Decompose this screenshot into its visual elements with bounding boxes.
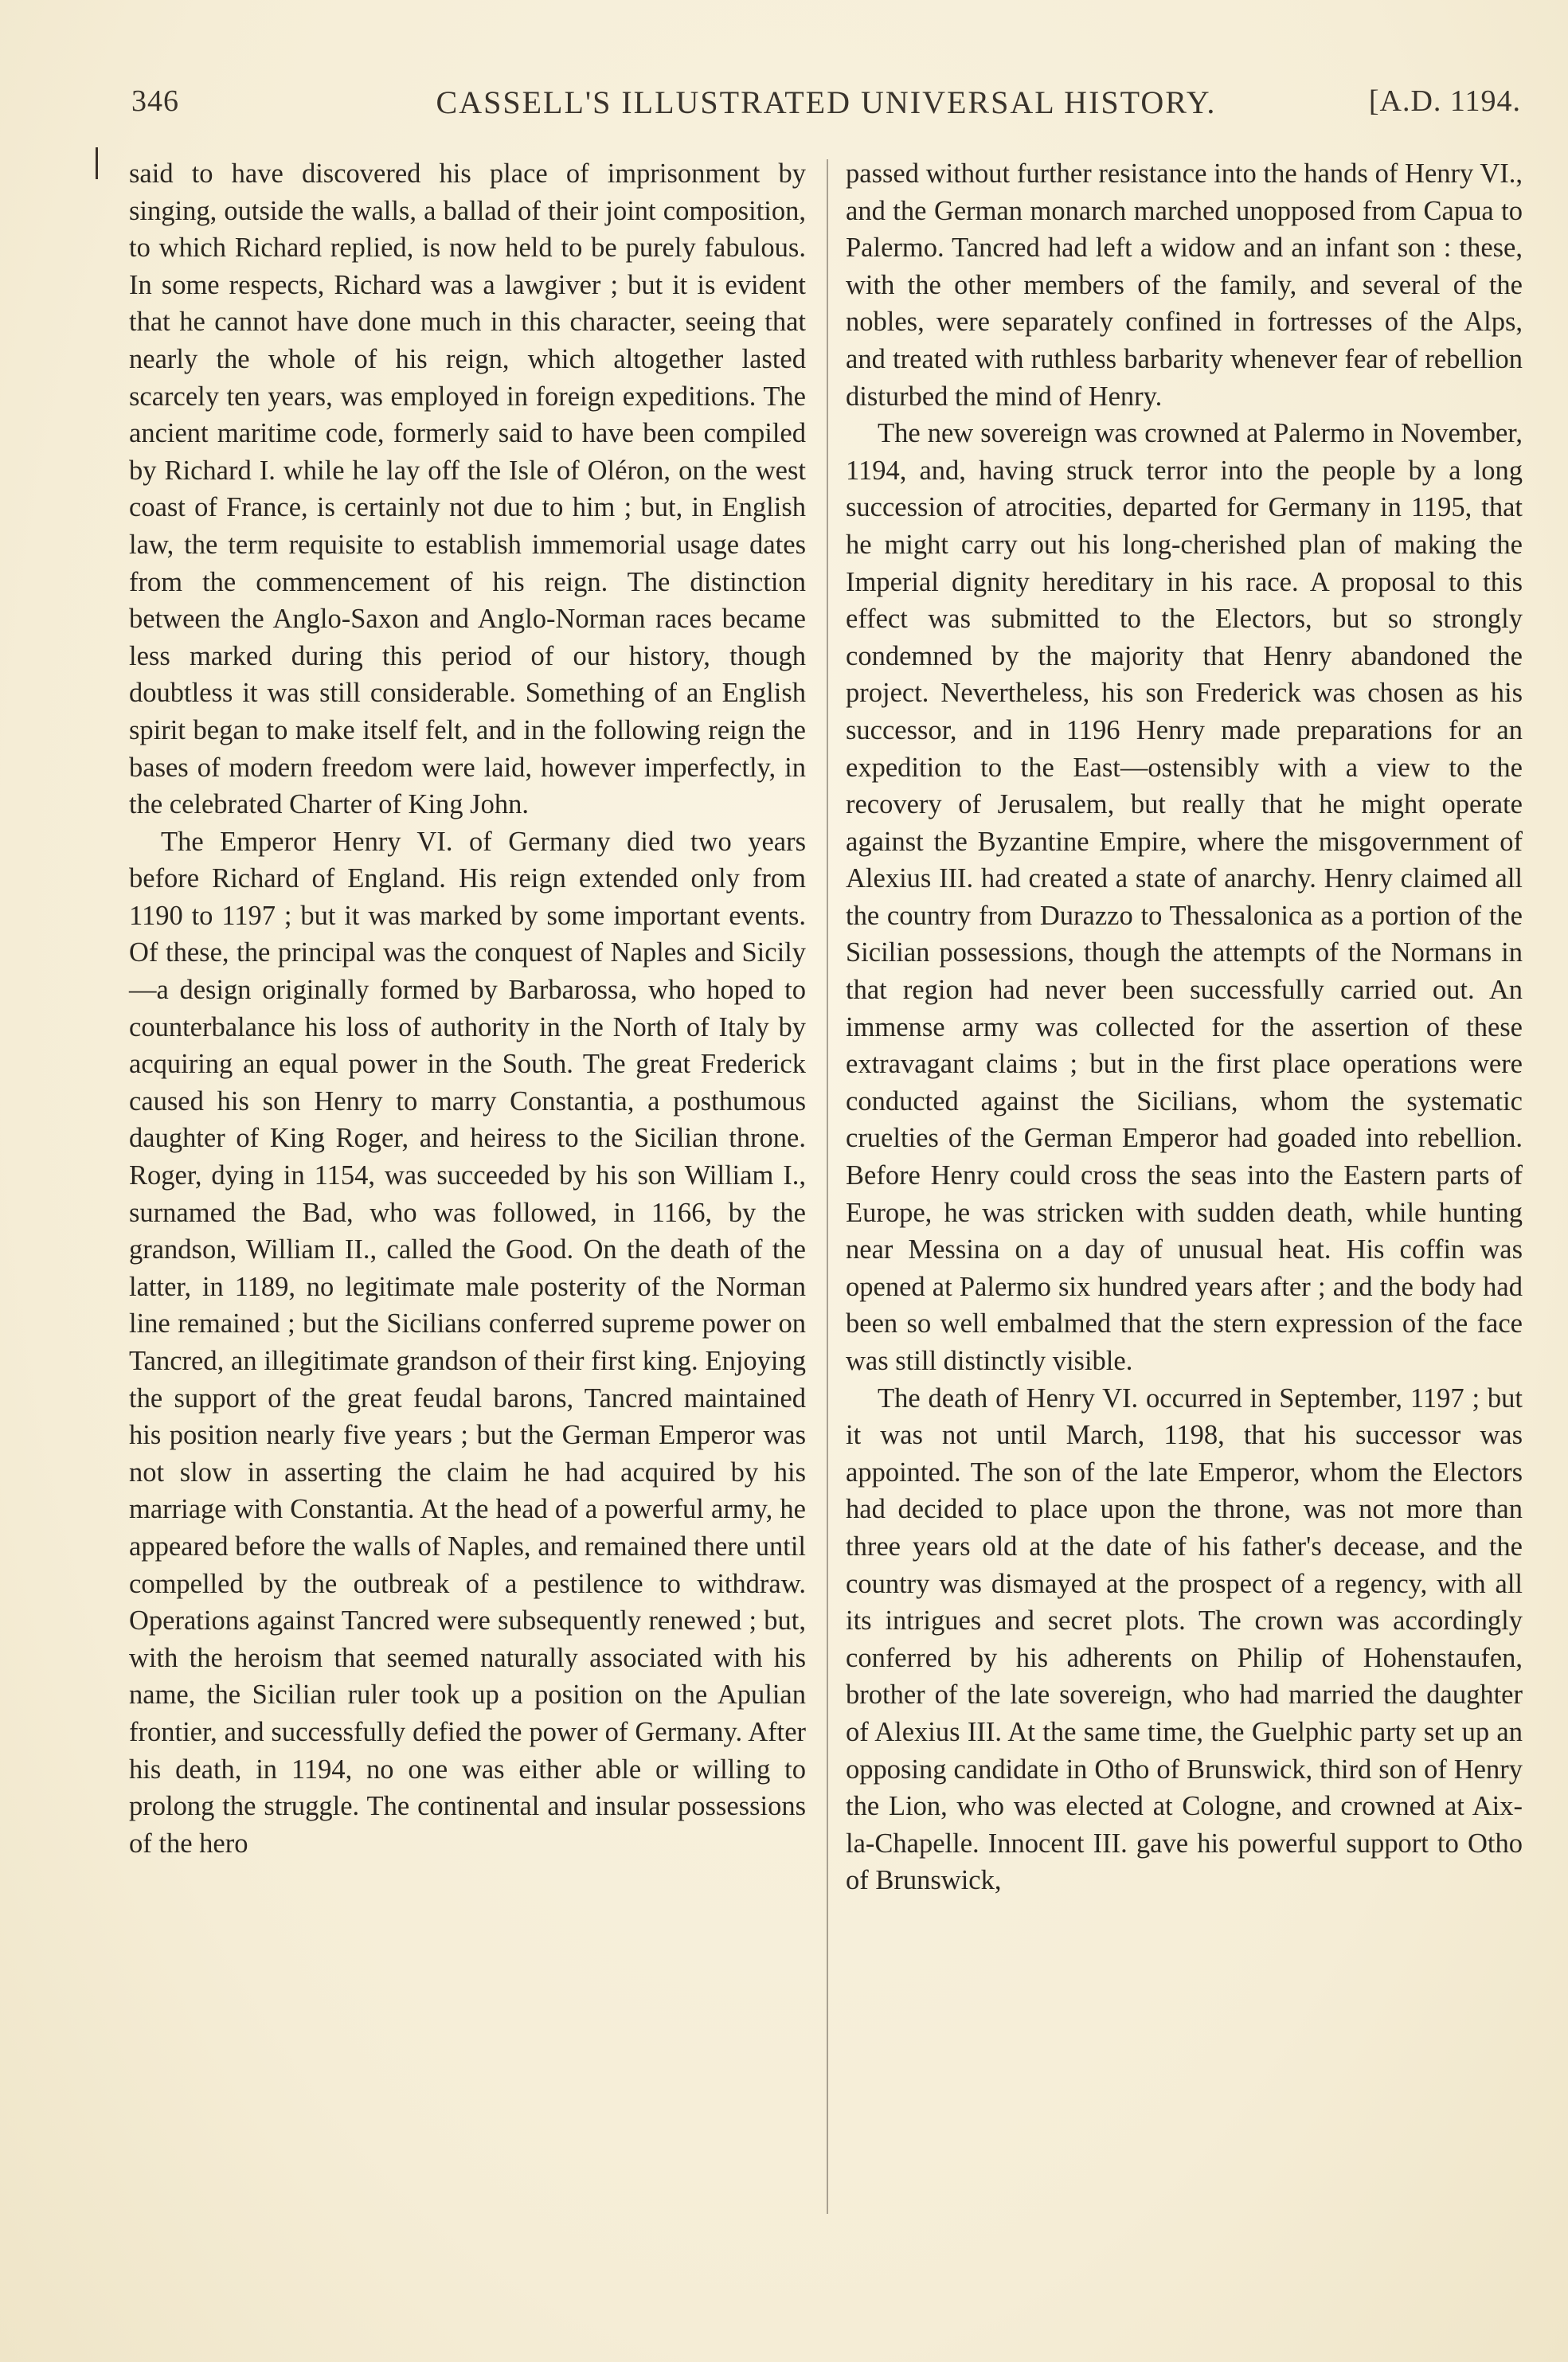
paragraph: passed without further resistance into the hands of Henry VI., and the German monarch marched unopposed from Capua to Palermo. Tancred had left a widow and an infant son : these, with the other members of the family, and several of the nobles, were separately confined in fortresses of the Alps, and treated with ruthless barbarity whenever fear of rebellion disturbed the mind of Henry.: [846, 158, 1523, 412]
page-number: 346: [131, 84, 179, 118]
paragraph: The Emperor Henry VI. of Germany died two years before Richard of England. His reign extended only from 1190 to 1197 ; but it was marked by some important events. Of these, the principal was the conquest of Naples and Sicily—a design originally formed by Barbarossa, who hoped to counterbalance his loss of authority in the North of Italy by acquiring an equal power in the South. The great Frederick caused his son Henry to marry Constantia, a posthumous daughter of King Roger, and heiress to the Sicilian throne. Roger, dying in 1154, was succeeded by his son William I., surnamed the Bad, who was followed, in 1166, by the grandson, William II., called the Good. On the death of the latter, in 1189, no legitimate male posterity of the Norman line remained ; but the Sicilians conferred supreme power on Tancred, an illegitimate grandson of their first king. Enjoying the support of the great feudal barons, Tancred maintained his position nearly five years ; but the German Emperor was not slow in asserting the claim he had acquired by his marriage with Constantia. At the head of a powerful army, he appeared before the walls of Naples, and remained there until compelled by the outbreak of a pestilence to withdraw. Operations against Tancred were subsequently renewed ; but, with the heroism that seemed naturally associated with his name, the Sicilian ruler took up a position on the Apulian frontier, and successfully defied the power of Germany. After his death, in 1194, no one was either able or willing to prolong the struggle. The continental and insular possessions of the hero: [129, 826, 806, 1859]
paragraph: said to have discovered his place of imprisonment by singing, outside the walls, a ballad of their joint composition, to which Richard replied, is now held to be purely fabulous. In some respects, Richard was a lawgiver ; but it is evident that he cannot have done much in this character, seeing that nearly the whole of his reign, which altogether lasted scarcely ten years, was employed in foreign expeditions. The ancient maritime code, formerly said to have been compiled by Richard I. while he lay off the Isle of Oléron, on the west coast of France, is certainly not due to him ; but, in English law, the term requisite to establish immemorial usage dates from the commencement of his reign. The distinction between the Anglo-Saxon and Anglo-Norman races became less marked during this period of our history, though doubtless it was still considerable. Something of an English spirit began to make itself felt, and in the following reign the bases of modern freedom were laid, however imperfectly, in the celebrated Charter of King John.: [129, 158, 806, 820]
right-column: [846, 155, 1523, 1899]
left-column: [129, 155, 806, 1862]
running-head: [131, 84, 1521, 131]
paragraph: The new sovereign was crowned at Palermo in November, 1194, and, having struck terror into the people by a long succession of atrocities, departed for Germany in 1195, that he might carry out his long-cherished plan of making the Imperial dignity hereditary in his race. A proposal to this effect was submitted to the Electors, but so strongly condemned by the majority that Henry abandoned the project. Nevertheless, his son Frederick was chosen as his successor, and in 1196 Henry made preparations for an expedition to the East—ostensibly with a view to the recovery of Jerusalem, but really that he might operate against the Byzantine Empire, where the misgovernment of Alexius III. had created a state of anarchy. Henry claimed all the country from Durazzo to Thessalonica as a portion of the Sicilian possessions, though the attempts of the Normans in that region had never been successfully carried out. An immense army was collected for the assertion of these extravagant claims ; but in the first place operations were conducted against the Sicilians, whom the systematic cruelties of the German Emperor had goaded into rebellion. Before Henry could cross the seas into the Eastern parts of Europe, he was stricken with sudden death, while hunting near Messina on a day of unusual heat. His coffin was opened at Palermo six hundred years after ; and the body had been so well embalmed that the stern expression of the face was still distinctly visible.: [846, 418, 1523, 1376]
column-rule: [827, 159, 828, 2214]
paragraph: The death of Henry VI. occurred in September, 1197 ; but it was not until March, 1198, that his successor was appointed. The son of the late Emperor, whom the Electors had decided to place upon the throne, was not more than three years old at the date of his father's decease, and the country was dismayed at the prospect of a regency, with all its intrigues and secret plots. The crown was accordingly conferred by his adherents on Philip of Hohenstaufen, brother of the late sovereign, who had married the daughter of Alexius III. At the same time, the Guelphic party set up an opposing candidate in Otho of Brunswick, third son of Henry the Lion, who was elected at Cologne, and crowned at Aix-la-Chapelle. Innocent III. gave his powerful support to Otho of Brunswick,: [846, 1382, 1523, 1896]
running-title: CASSELL'S ILLUSTRATED UNIVERSAL HISTORY.: [436, 84, 1217, 120]
running-date: [A.D. 1194.: [1368, 84, 1521, 118]
margin-mark: [96, 147, 98, 179]
